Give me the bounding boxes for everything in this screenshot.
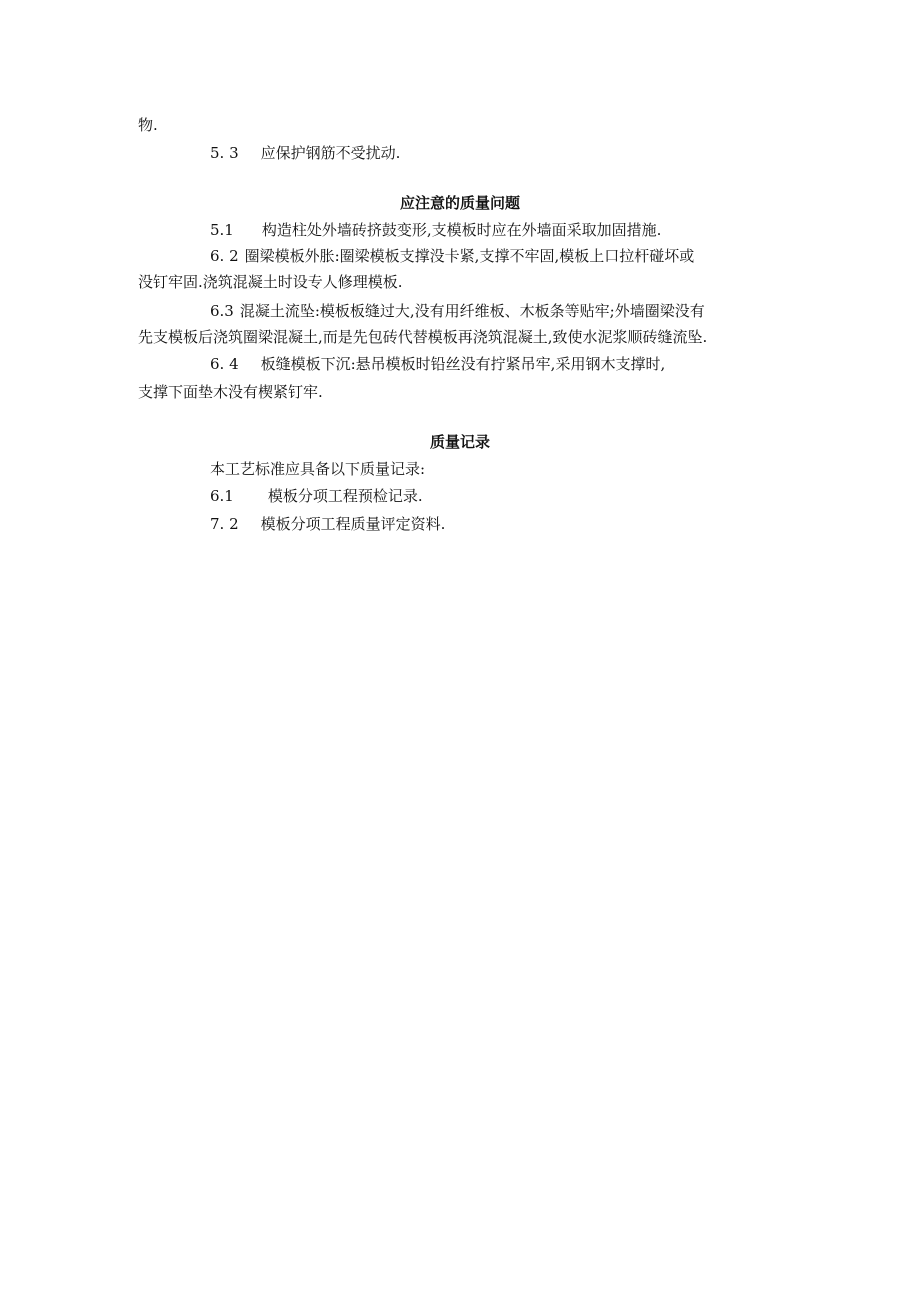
line-text: 先支模板后浇筑圈梁混凝土,而是先包砖代替模板再浇筑混凝土,致使水泥浆顺砖缝流坠. <box>138 328 708 346</box>
item-number: 5.1 <box>210 221 234 239</box>
line-text: 没钉牢固.浇筑混凝土时设专人修理模板. <box>138 273 403 291</box>
item-7-2 <box>210 514 445 534</box>
item-6-4 <box>210 354 665 374</box>
item-number: 6. 2 <box>210 247 239 265</box>
item-6-2-continuation <box>138 272 403 292</box>
item-text: 构造柱处外墙砖挤鼓变形,支模板时应在外墙面采取加固措施. <box>261 221 662 239</box>
section-heading-quality-issues: 应注意的质量问题 <box>399 194 520 212</box>
item-6-2 <box>210 246 694 266</box>
line-text: 支撑下面垫木没有楔紧钉牢. <box>138 383 323 401</box>
records-intro <box>210 459 425 479</box>
item-6-3 <box>210 301 705 321</box>
item-number: 6. 4 <box>210 355 239 373</box>
line-text: 本工艺标准应具备以下质量记录: <box>210 460 426 478</box>
item-6-4-continuation <box>138 382 323 402</box>
item-5-1 <box>210 220 661 240</box>
item-number: 7. 2 <box>210 515 239 533</box>
item-text: 模板分项工程预检记录. <box>267 487 423 505</box>
item-number: 6.3 <box>210 302 234 320</box>
item-6-1 <box>210 486 423 506</box>
section-heading-quality-records: 质量记录 <box>429 433 490 451</box>
item-5-3 <box>210 143 400 163</box>
item-text: 板缝模板下沉:悬吊模板时铅丝没有拧紧吊牢,采用钢木支撑时, <box>260 355 666 373</box>
item-number: 5. 3 <box>210 144 239 162</box>
item-number: 6.1 <box>210 487 234 505</box>
item-6-3-continuation <box>138 327 707 347</box>
item-text: 模板分项工程质量评定资料. <box>260 515 446 533</box>
item-text: 圈梁模板外胀:圈梁模板支撑没卡紧,支撑不牢固,模板上口拉杆碰坏或 <box>244 247 695 265</box>
line-text: 物. <box>138 116 158 134</box>
item-text: 应保护钢筋不受扰动. <box>260 144 401 162</box>
text-line-continuation <box>138 115 158 135</box>
item-text: 混凝土流坠:模板板缝过大,没有用纤维板、木板条等贴牢;外墙圈梁没有 <box>239 302 705 320</box>
